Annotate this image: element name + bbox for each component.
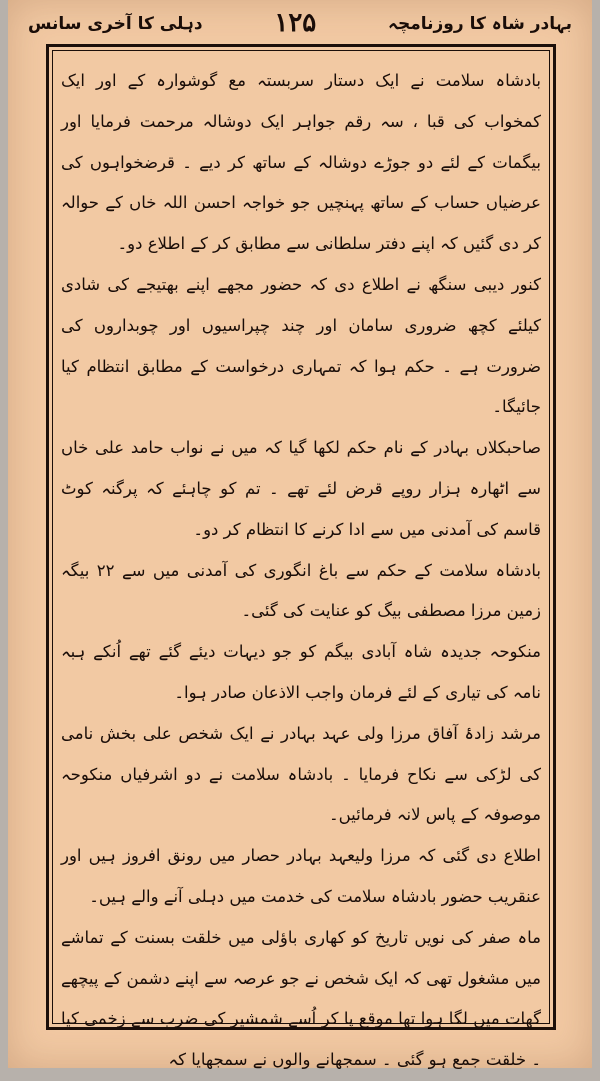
page-body <box>61 61 541 1081</box>
page-number: ۱۲۵ <box>274 8 317 38</box>
paragraph: ماہ صفر کی نویں تاریخ کو کھاری باؤلی میں خلقت بسنت کے تماشے میں مشغول تھی کہ ایک شخص نے جو عرصہ سے اپنے دشمن کے پیچھے گھات میں لگا ہوا تھا موقع پا کر اُسے شمشیر کی ضرب سے زخمی کیا ۔ خلقت جمع ہو گئی ۔ سمجھانے والوں نے سمجھایا کہ <box>61 927 541 1070</box>
paragraph: اطلاع دی گئی کہ مرزا ولیعہد بہادر حصار میں رونق افروز ہیں اور عنقریب حضور بادشاہ سلامت کی خدمت میں دہلی آنے والے ہیں۔ <box>61 846 541 906</box>
chapter-title: دہلی کا آخری سانس <box>28 13 203 34</box>
paragraph: منکوحہ جدیدہ شاہ آبادی بیگم کو جو دیہات دیئے گئے تھے اُنکے ہبہ نامہ کی تیاری کے لئے فرمان واجب الاذعان صادر ہوا۔ <box>61 642 541 702</box>
paragraph: صاحبکلاں بہادر کے نام حکم لکھا گیا کہ میں نے نواب حامد علی خاں سے اٹھارہ ہزار روپے قرض لئے تھے ۔ تم کو چاہئے کہ پرگنہ کوٹ قاسم کی آمدنی میں سے ادا کرنے کا انتظام کر دو۔ <box>61 438 541 539</box>
paragraph: مرشد زادۂ آفاق مرزا ولی عہد بہادر نے ایک شخص علی بخش نامی کی لڑکی سے نکاح فرمایا ۔ بادشاہ سلامت نے دو اشرفیاں منکوحہ موصوفہ کے پاس لانہ فرمائیں۔ <box>61 723 541 825</box>
paragraph: بادشاہ سلامت نے ایک دستار سربستہ مع گوشوارہ کے اور ایک کمخواب کی قبا ، سہ رقم جواہر ایک دوشالہ مرحمت فرمایا اور بیگمات کے لئے دو جوڑے دوشالہ کے ساتھ کر دیے ۔ قرضخواہوں کی عرضیاں حساب کے ساتھ پہنچیں جو خواجہ احسن اللہ خاں کے حوالہ کر دی گئیں کہ اپنے دفتر سلطانی سے مطابق کر کے اطلاع دو۔ <box>61 71 541 254</box>
paragraph: کنور دیبی سنگھ نے اطلاع دی کہ حضور مجھے اپنے بھتیجے کی شادی کیلئے کچھ ضروری سامان اور چند چپراسیوں اور چوبداروں کی ضرورت ہے ۔ حکم ہوا کہ تمہاری درخواست کے مطابق انتظام کیا جائیگا۔ <box>61 274 541 417</box>
paragraph: بادشاہ سلامت کے حکم سے باغ انگوری کی آمدنی میں سے ۲۲ بیگہ زمین مرزا مصطفی بیگ کو عنایت کی گئی۔ <box>61 560 541 621</box>
book-page <box>8 0 592 1068</box>
text-frame <box>46 44 556 1070</box>
page-header <box>28 6 572 40</box>
book-title: بہادر شاہ کا روزنامچہ <box>388 13 572 34</box>
